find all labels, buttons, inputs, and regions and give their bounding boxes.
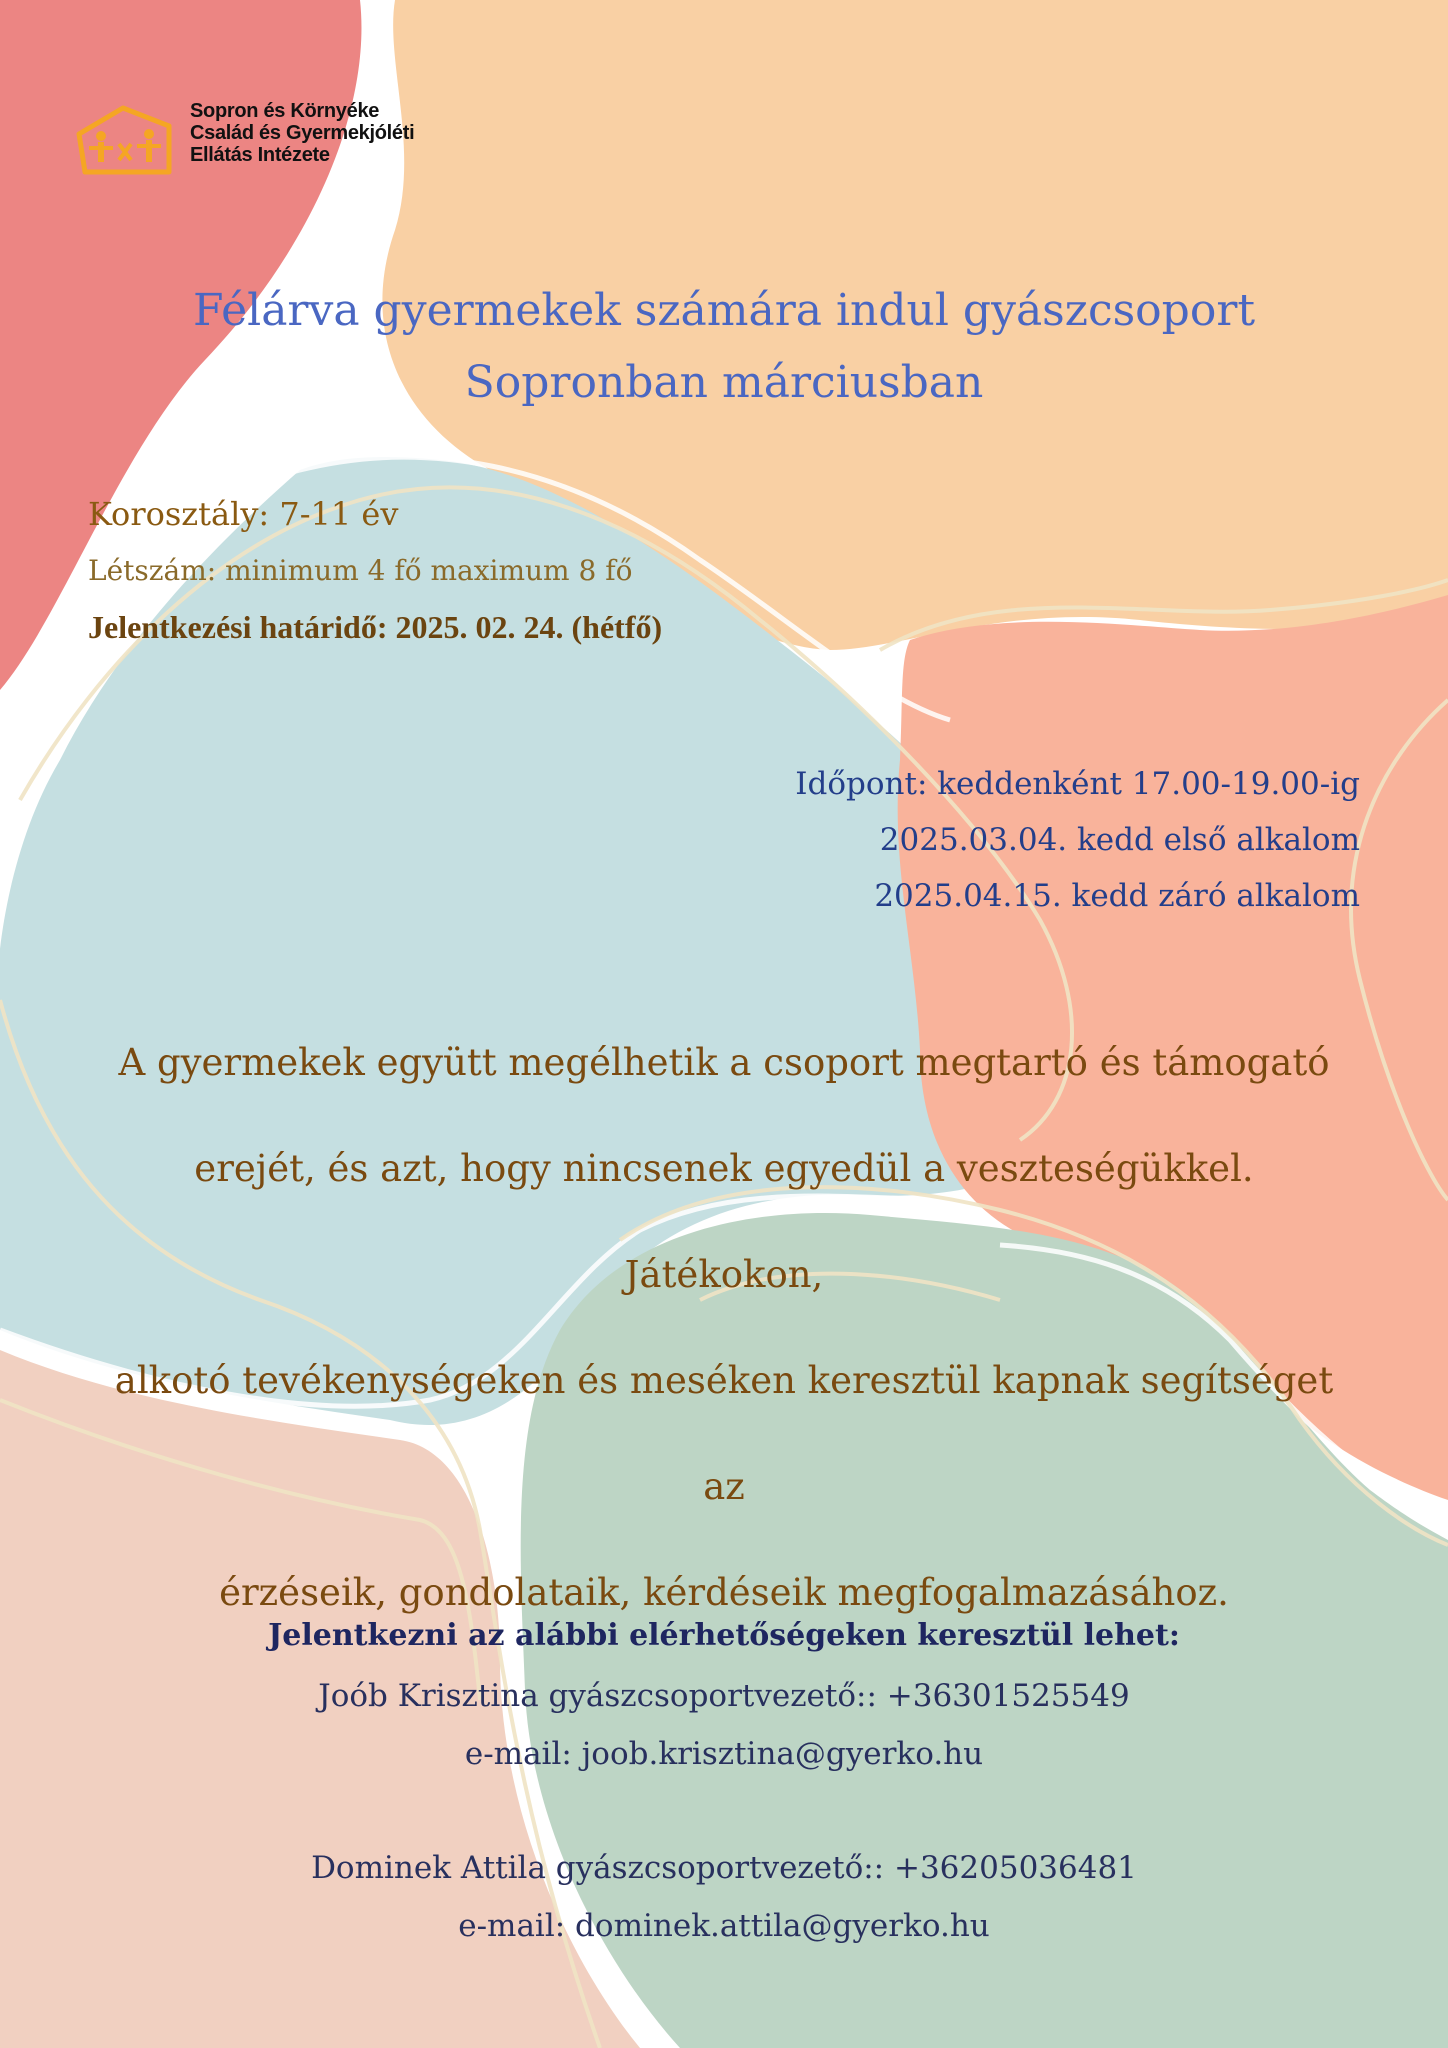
age-range: Korosztály: 7-11 év (88, 495, 399, 533)
contact-heading: Jelentkezni az alábbi elérhetőségeken keresztül lehet: (268, 1618, 1180, 1653)
schedule-last-session: 2025.04.15. kedd záró alkalom (874, 878, 1360, 914)
organization-name-line2: Család és Gyermekjóléti (190, 122, 415, 144)
schedule-first-session: 2025.03.04. kedd első alkalom (879, 822, 1360, 858)
house-with-children-icon (75, 104, 175, 176)
contact-spacer (0, 1783, 1448, 1839)
organization-logo (75, 100, 445, 190)
contact-info (0, 1605, 1448, 1955)
organization-name-line3: Ellátás Intézete (190, 144, 330, 166)
page-title (0, 275, 1448, 419)
organization-name (190, 100, 414, 166)
description-line2: erejét, és azt, hogy nincsenek egyedül a veszteségükkel. Játékokon, (194, 1147, 1254, 1296)
description-line4: érzéseik, gondolataik, kérdéseik megfogalmazásához. (219, 1571, 1229, 1614)
description-line1: A gyermekek együtt megélhetik a csoport megtartó és támogató (118, 1041, 1330, 1084)
contact-email-2[interactable]: e-mail: dominek.attila@gyerko.hu (458, 1908, 990, 1944)
title-line1: Félárva gyermekek számára indul gyászcsoport (192, 285, 1256, 336)
description-line3: alkotó tevékenységeken és meséken keresztül kapnak segítséget az (114, 1359, 1334, 1508)
organization-name-line1: Sopron és Környéke (190, 100, 380, 122)
schedule (460, 756, 1360, 924)
title-line2: Sopronban márciusban (464, 357, 984, 408)
contact-person-1: Joób Krisztina gyászcsoportvezető:: +36301525549 (318, 1678, 1130, 1714)
group-details (88, 485, 988, 655)
contact-email-1[interactable]: e-mail: joob.krisztina@gyerko.hu (464, 1736, 984, 1772)
application-deadline: Jelentkezési határidő: 2025. 02. 24. (hétfő) (88, 609, 663, 645)
group-size: Létszám: minimum 4 fő maximum 8 fő (88, 554, 633, 587)
description (90, 1010, 1358, 1646)
contact-person-2: Dominek Attila gyászcsoportvezető:: +36205036481 (311, 1850, 1137, 1886)
schedule-time: Időpont: keddenként 17.00-19.00-ig (795, 766, 1360, 802)
